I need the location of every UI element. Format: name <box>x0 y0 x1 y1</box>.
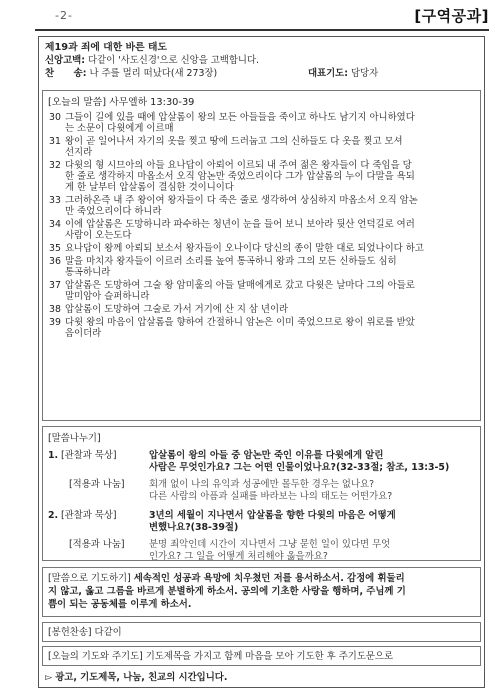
q2-line-2: 변했나요?(38-39절) <box>149 522 239 533</box>
verse-row <box>49 304 476 315</box>
verse-text: 압살롬이 도망하여 그술로 가서 거기에 산 지 삼 년이라 <box>65 304 289 315</box>
verse-first-line <box>49 112 476 123</box>
hymn-text: 나 주를 멀리 떠났다(새 273장) <box>89 68 218 79</box>
closing-prayer-label: [말씀으로 기도하기] <box>48 573 131 584</box>
verse-first-line <box>49 195 476 206</box>
verse-row <box>49 243 476 254</box>
closing-prayer-line-1 <box>48 573 405 584</box>
verse-continuation-line: 음이더라 <box>65 328 102 339</box>
q2-line-1: 3년의 세월이 지나면서 압살롬을 향한 다윗의 마음은 어떻게 <box>149 510 396 521</box>
discussion-box <box>42 426 481 561</box>
q2-tag: [관찰과 묵상] <box>61 510 117 521</box>
q1-line-2: 사람은 무엇인가요? 그는 어떤 인물이었나요?(32-33절; 참조, 13:3-5) <box>149 462 450 473</box>
verse-row <box>49 256 476 278</box>
verse-continuation-line: 말미암아 슬퍼하니라 <box>65 291 150 302</box>
page-number: -2- <box>55 9 73 22</box>
verse-number: 33 <box>49 195 61 206</box>
scripture-box <box>42 90 481 421</box>
scripture-reference: 사무엘하 13:30-39 <box>109 97 195 108</box>
verse-text: 요나답이 왕께 아뢰되 보소서 왕자들이 오나이다 당신의 종이 말한 대로 되었나이다 하고 <box>65 243 424 254</box>
verse-continuation-line: 통곡하니라 <box>65 267 111 278</box>
prayer-row <box>308 68 378 79</box>
verse-number: 31 <box>49 136 61 147</box>
closing-prayer-line-3: 쁨이 되는 공동체를 이루게 하소서. <box>48 599 192 610</box>
verse-text: 그러하온즉 내 주 왕이여 왕자들이 다 죽은 줄로 생각하여 상심하지 마옵소서 오직 암논 <box>65 195 418 206</box>
verse-first-line <box>49 219 476 230</box>
a2-tag: [적용과 나눔] <box>69 539 125 550</box>
triangle-pointer-icon: ▻ <box>45 672 53 683</box>
lesson-frame <box>38 36 485 688</box>
verse-number: 32 <box>49 160 61 171</box>
prayer-topics-row <box>48 651 393 662</box>
verse-number: 34 <box>49 219 61 230</box>
closing-prayer-text-1: 세속적인 성공과 욕망에 치우쳤던 저를 용서하소서. 감정에 휘둘리 <box>133 573 405 584</box>
lesson-title: 제19과 죄에 대한 바른 태도 <box>45 42 167 53</box>
announcements-text: 광고, 기도제목, 나눔, 친교의 시간입니다. <box>55 672 228 683</box>
verse-number: 36 <box>49 256 61 267</box>
page-header <box>0 0 497 34</box>
verse-first-line <box>49 317 476 328</box>
verse-first-line <box>49 160 476 171</box>
verse-first-line <box>49 243 476 254</box>
verse-first-line <box>49 280 476 291</box>
verse-text: 말을 마치자 왕자들이 이르러 소리를 높여 통곡하니 왕과 그의 모든 신하들도 심히 <box>65 256 397 267</box>
verse-number: 39 <box>49 317 61 328</box>
section-title: [구역공과] <box>414 7 489 25</box>
closing-prayer-line-2: 지 않고, 옳고 그름을 바르게 분별하게 하소서. 공의에 기초한 사랑을 행하며, 주님께 기 <box>48 586 406 597</box>
verse-continuation-line: 한 줄로 생각하지 마옵소서 오직 암논만 죽었으리이다 그가 압살롬의 누이 다말을 욕되 <box>65 171 415 182</box>
verse-first-line <box>49 136 476 147</box>
verse-number: 37 <box>49 280 61 291</box>
verse-first-line <box>49 256 476 267</box>
verse-text: 다윗 왕의 마음이 압살롬을 향하여 간절하니 암논은 이미 죽었으므로 왕이 위로를 받았 <box>65 317 415 328</box>
verse-text: 다윗의 형 시므아의 아들 요나답이 아뢰어 이르되 내 주여 젊은 왕자들이 다 죽임을 당 <box>65 160 412 171</box>
prayer-text: 담당자 <box>350 68 379 79</box>
verse-number: 38 <box>49 304 61 315</box>
creed-row <box>45 55 259 66</box>
offering-text: 다같이 <box>94 627 122 638</box>
scripture-label: [오늘의 말씀] <box>48 97 107 108</box>
hymn-row <box>45 68 475 79</box>
verse-number: 35 <box>49 243 61 254</box>
verse-continuation-line: 선지라 <box>65 147 93 158</box>
closing-prayer-box <box>42 567 481 617</box>
hymn-label: 찬 송: <box>45 68 87 79</box>
q2-number: 2. <box>48 510 59 521</box>
q1-tag: [관찰과 묵상] <box>61 450 117 461</box>
a1-line-2: 다른 사람의 아픔과 실패를 바라보는 나의 태도는 어떤가요? <box>149 491 393 502</box>
verse-row <box>49 136 476 158</box>
verse-row <box>49 219 476 241</box>
creed-text: 다같이 '사도신경'으로 신앙을 고백합니다. <box>87 55 260 66</box>
verse-first-line <box>49 304 476 315</box>
creed-label: 신앙고백: <box>45 55 85 66</box>
verse-continuation-line: 사람이 오는도다 <box>65 230 132 241</box>
offering-row <box>48 627 122 638</box>
a1-line-1: 회개 없이 나의 유익과 성공에만 몰두한 경우는 없나요? <box>149 479 375 490</box>
prayer-topics-text: 기도제목을 가지고 함께 마음을 모아 기도한 후 주기도문으로 <box>145 651 394 662</box>
verse-continuation-line: 만 죽었으리이다 하니라 <box>65 206 162 217</box>
header-rule <box>35 29 489 31</box>
prayer-label: 대표기도: <box>308 68 348 79</box>
verse-row <box>49 160 476 193</box>
verse-text: 이에 압살롬은 도망하니라 파수하는 청년이 눈을 들어 보니 보아라 뒷산 언덕길로 여러 <box>65 219 415 230</box>
offering-label: [봉헌찬송] <box>48 627 92 638</box>
verse-row <box>49 112 476 134</box>
verse-text: 왕이 곧 일어나서 자기의 옷을 찢고 땅에 드러눕고 그의 신하들도 다 옷을 찢고 모셔 <box>65 136 403 147</box>
a1-tag: [적용과 나눔] <box>69 479 125 490</box>
verse-continuation-line: 게 한 날부터 압살롬이 결심한 것이니이다 <box>65 182 234 193</box>
a2-line-2: 인가요? 그 일을 어떻게 처리해야 옳을까요? <box>149 551 328 562</box>
verse-row <box>49 195 476 217</box>
prayer-topics-box <box>42 646 481 666</box>
offering-box <box>42 622 481 642</box>
q1-number: 1. <box>48 450 59 461</box>
verse-row <box>49 317 476 339</box>
verse-text: 압살롬은 도망하여 그술 왕 암미훌의 아들 달매에게로 갔고 다윗은 날마다 그의 아들로 <box>65 280 415 291</box>
verse-text: 그들이 길에 있을 때에 압살롬이 왕의 모든 아들들을 죽이고 하나도 남기지 아니하였다 <box>65 112 415 123</box>
a2-line-1: 분명 죄악인데 시간이 지나면서 그냥 묻힌 일이 있다면 무엇 <box>149 539 391 550</box>
verse-number: 30 <box>49 112 61 123</box>
verse-row <box>49 280 476 302</box>
verse-continuation-line: 는 소문이 다윗에게 이르매 <box>65 123 174 134</box>
prayer-topics-label: [오늘의 기도와 주기도] <box>48 651 143 662</box>
scripture-heading <box>48 97 194 108</box>
discussion-label: [말씀나누기] <box>48 433 101 444</box>
q1-line-1: 압살롬이 왕의 아들 중 암논만 죽인 이유를 다윗에게 알린 <box>149 450 384 461</box>
announcements-row <box>45 672 227 683</box>
